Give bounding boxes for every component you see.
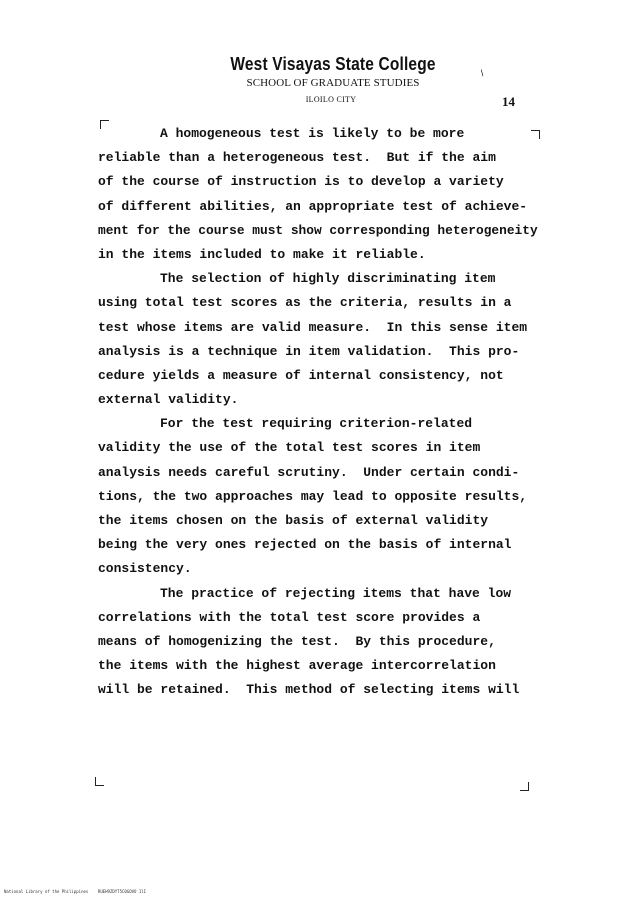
text-line: For the test requiring criterion-related	[160, 416, 473, 432]
school-name: SCHOOL OF GRADUATE STUDIES	[246, 77, 420, 89]
institution-title: West Visayas State College	[230, 54, 436, 74]
text-line: the items chosen on the basis of external validity	[98, 513, 489, 528]
text-line: cedure yields a measure of internal consistency, not	[98, 367, 504, 383]
text-line: test whose items are valid measure. In this sense item	[98, 319, 528, 335]
text-line: analysis is a technique in item validation. This pro-	[98, 343, 520, 359]
text-line: of the course of instruction is to develop a variety	[98, 174, 504, 190]
text-line: reliable than a heterogeneous test. But if the aim	[98, 150, 496, 166]
text-line: validity the use of the total test scores in item	[98, 440, 481, 456]
stray-mark: /	[478, 68, 486, 78]
text-line: ment for the course must show corresponding heterogeneity	[98, 222, 538, 238]
city-name: ILOILO CITY	[305, 95, 357, 104]
document-body	[98, 122, 538, 703]
scan-credit: National Library of the Philippines RUEH9ZDYT5C0GOVO 1lI	[4, 889, 147, 894]
text-line: The practice of rejecting items that have low	[160, 585, 512, 601]
text-line: external validity.	[98, 392, 239, 408]
text-line: means of homogenizing the test. By this procedure,	[98, 633, 496, 649]
text-line: analysis needs careful scrutiny. Under certain condi-	[98, 464, 520, 480]
crop-mark-bottom-right	[520, 782, 529, 791]
text-line: tions, the two approaches may lead to opposite results,	[98, 488, 528, 504]
text-line: correlations with the total test score provides a	[98, 609, 481, 625]
text-line: will be retained. This method of selecting items will	[98, 682, 520, 698]
text-line: the items with the highest average intercorrelation	[98, 658, 496, 674]
text-line: using total test scores as the criteria, results in a	[98, 295, 512, 311]
text-line: The selection of highly discriminating item	[160, 271, 496, 287]
crop-mark-bottom-left	[95, 777, 104, 786]
text-line: being the very ones rejected on the basis of internal	[98, 537, 512, 553]
text-line: of different abilities, an appropriate test of achieve-	[98, 198, 528, 214]
text-line: in the items included to make it reliable.	[98, 246, 426, 262]
text-line: A homogeneous test is likely to be more	[160, 126, 465, 141]
text-line: consistency.	[98, 561, 192, 577]
page-number: 14	[502, 94, 515, 109]
